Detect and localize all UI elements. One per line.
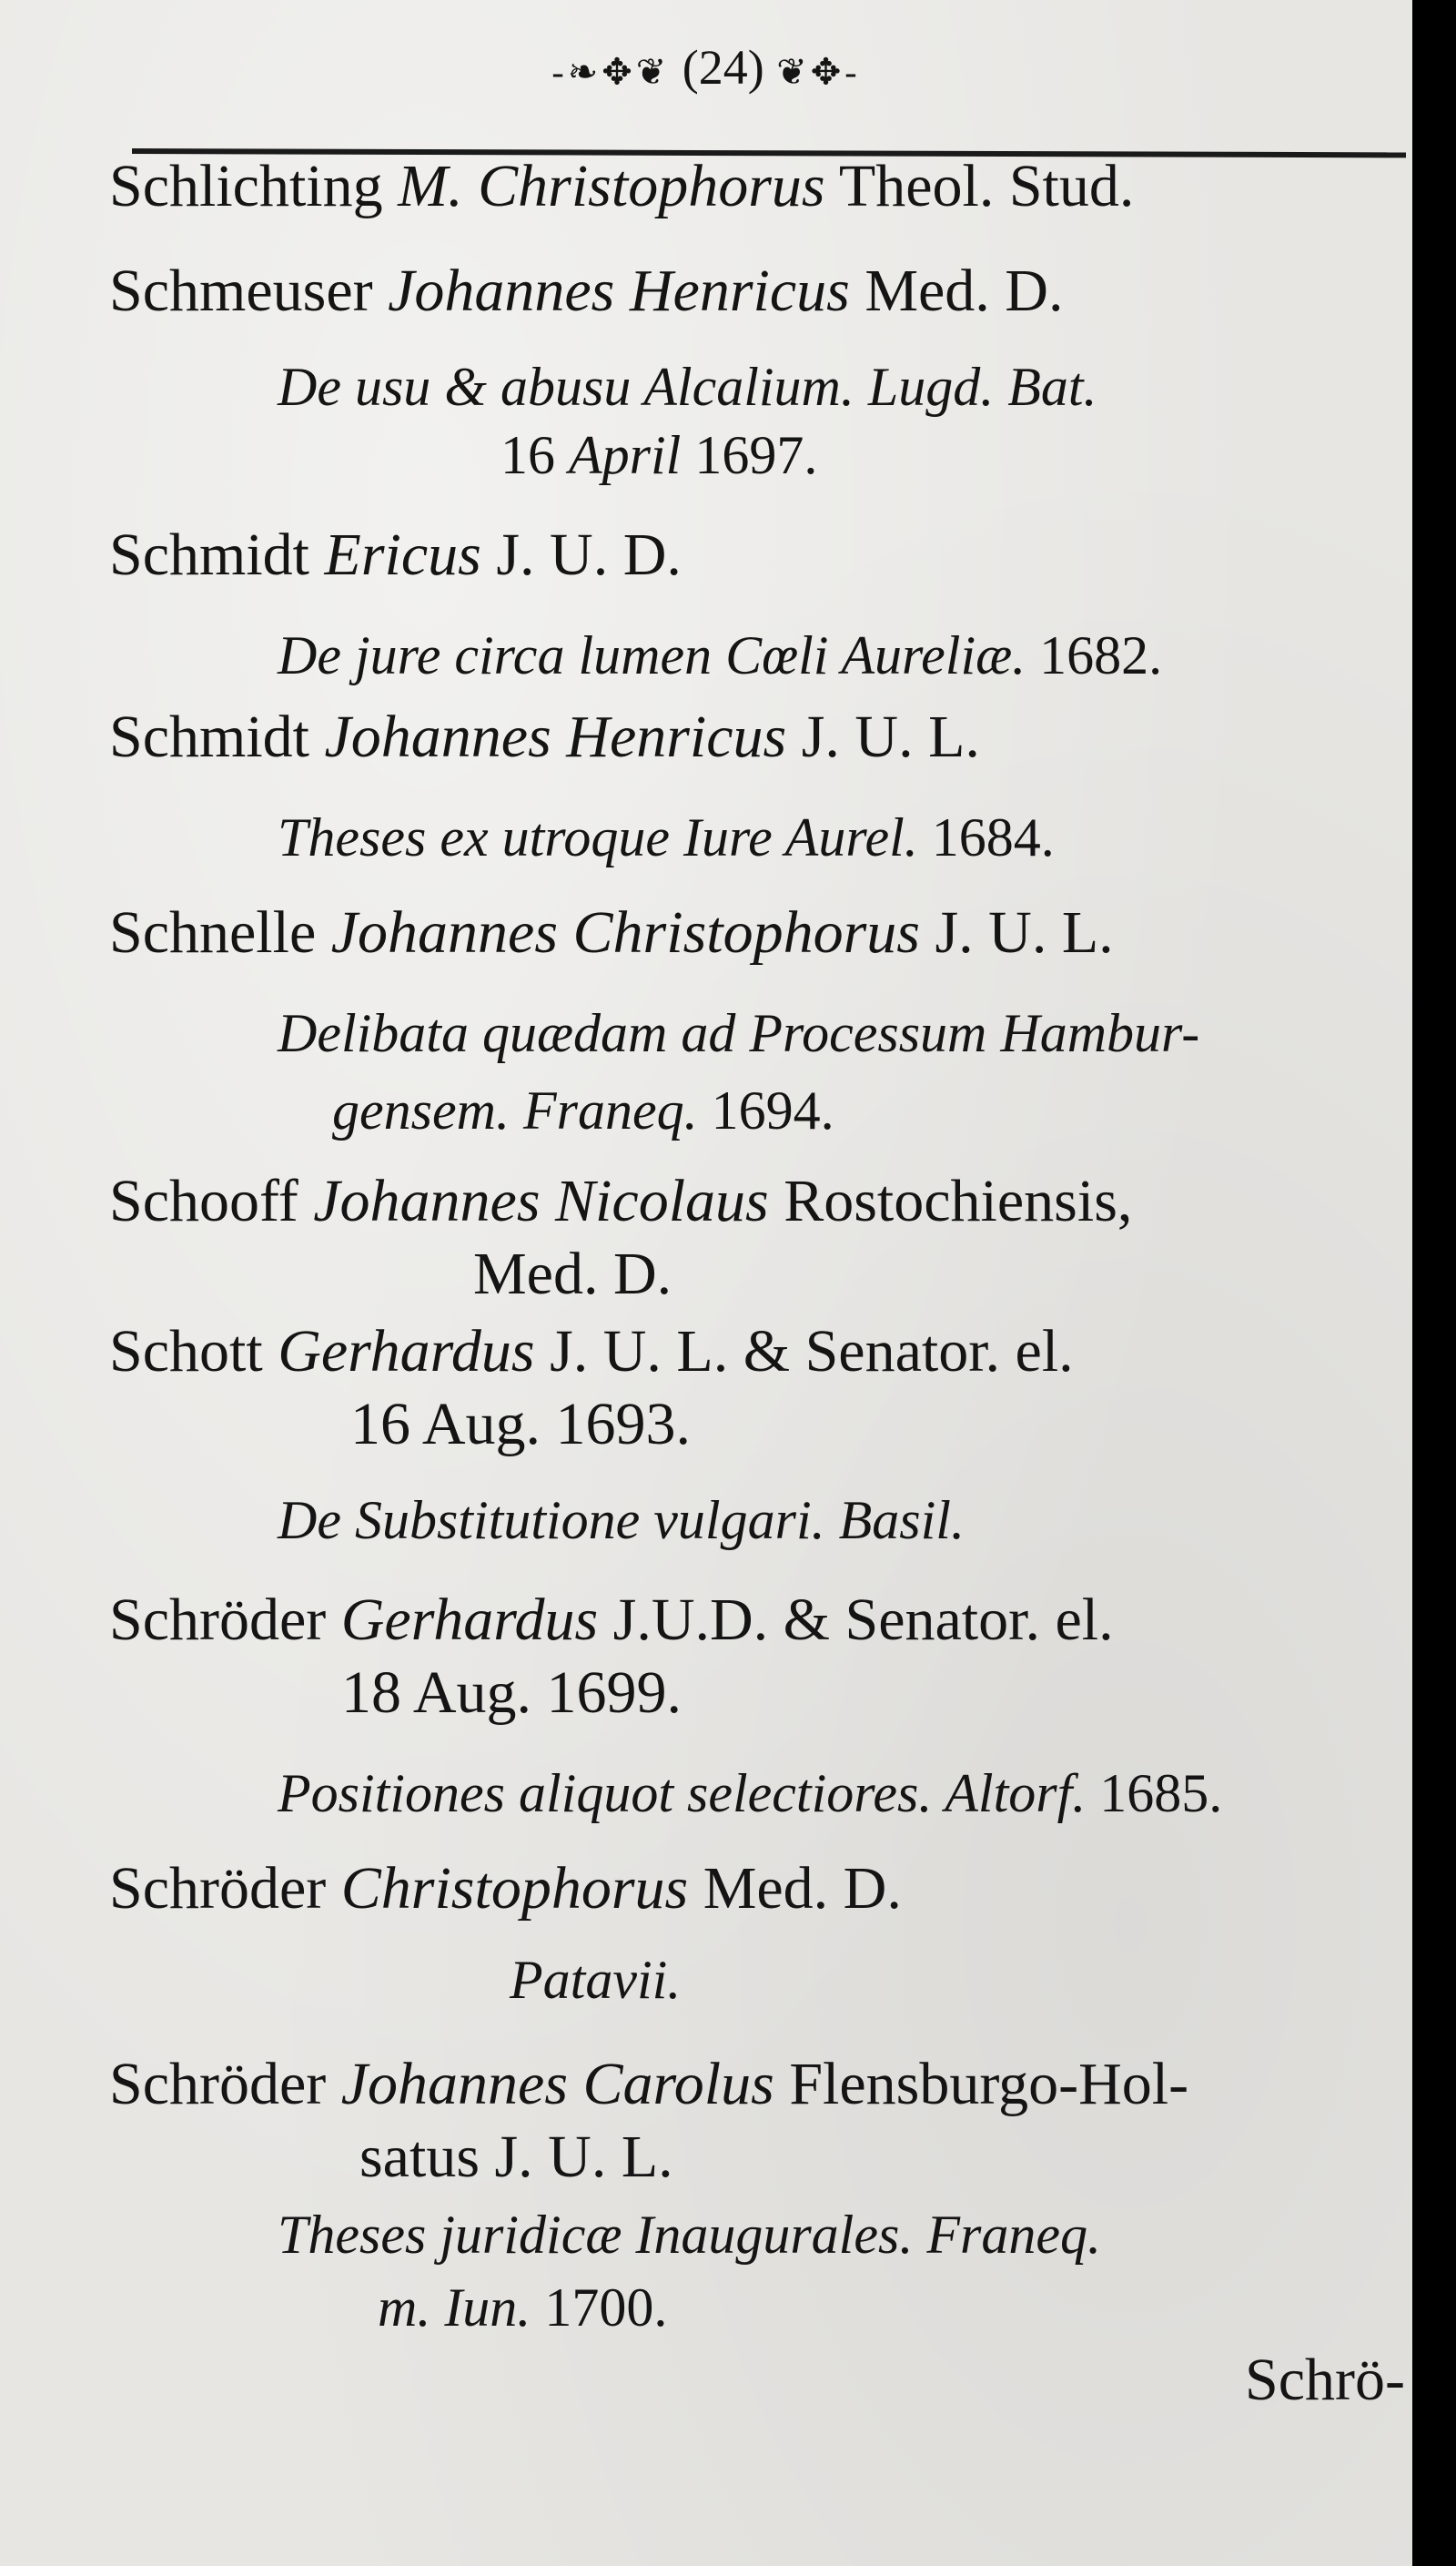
entry-line: Schmidt Johannes Henricus J. U. L. (109, 704, 980, 770)
entry-line: Schmidt Ericus J. U. D. (109, 522, 682, 588)
entry-line: 16 April 1697. (500, 425, 818, 485)
entry-line: Schooff Johannes Nicolaus Rostochiensis, (109, 1168, 1133, 1234)
entry-line: Schlichting M. Christophorus Theol. Stud. (109, 153, 1135, 219)
entry-line: De Substitutione vulgari. Basil. (278, 1490, 965, 1550)
entry-line: 16 Aug. 1693. (350, 1391, 692, 1457)
entry-line: Med. D. (473, 1241, 672, 1307)
entry-line: Schröder Gerhardus J.U.D. & Senator. el. (109, 1587, 1114, 1653)
entry-line: De usu & abusu Alcalium. Lugd. Bat. (278, 357, 1097, 417)
entry-line: Schott Gerhardus J. U. L. & Senator. el. (109, 1318, 1074, 1384)
entry-line: Schröder Christophorus Med. D. (109, 1855, 902, 1922)
scan-border (1412, 0, 1456, 2566)
entry-line: Schröder Johannes Carolus Flensburgo-Hol- (109, 2051, 1189, 2117)
entry-line: satus J. U. L. (359, 2124, 673, 2190)
right-ornament-icon: ❦✥- (776, 51, 861, 93)
entry-line: Delibata quædam ad Processum Hambur- (278, 1003, 1200, 1063)
entry-line: Positiones aliquot selectiores. Altorf. 1685. (278, 1763, 1223, 1823)
left-ornament-icon: -❧✥❦ (551, 51, 671, 93)
entry-line: 18 Aug. 1699. (341, 1659, 682, 1726)
entry-line: Patavii. (510, 1950, 682, 2010)
page-number: (24) (682, 40, 764, 95)
page-header (0, 38, 1412, 102)
catchword: Schrö- (1245, 2347, 1405, 2413)
entry-line: Schmeuser Johannes Henricus Med. D. (109, 258, 1064, 324)
entry-line: De jure circa lumen Cœli Aureliæ. 1682. (278, 625, 1163, 685)
entry-line: Theses juridicæ Inaugurales. Franeq. (278, 2205, 1101, 2265)
entry-line: m. Iun. 1700. (378, 2277, 668, 2338)
entry-line: gensem. Franeq. 1694. (332, 1080, 834, 1141)
entry-line: Theses ex utroque Iure Aurel. 1684. (278, 807, 1055, 867)
entry-line: Schnelle Johannes Christophorus J. U. L. (109, 899, 1114, 966)
